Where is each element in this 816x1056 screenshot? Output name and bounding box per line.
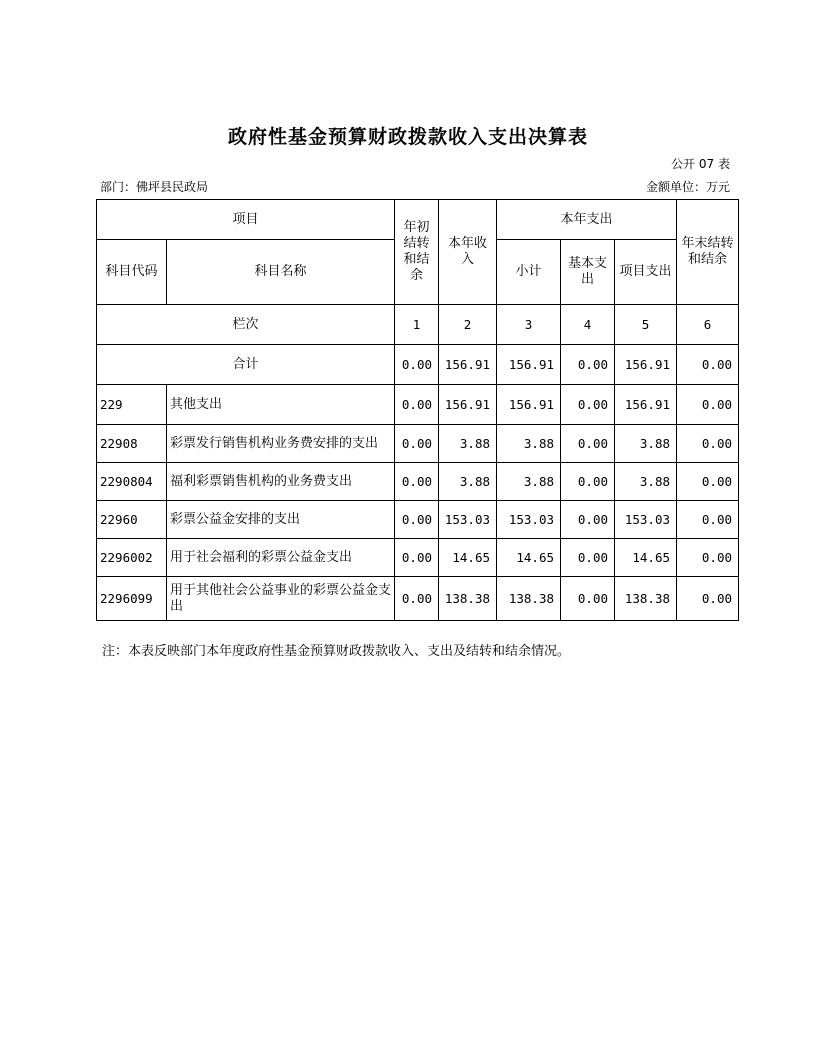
total-label: 合计 [97, 345, 395, 385]
header-subtotal: 小计 [497, 240, 561, 305]
table-row [97, 501, 739, 539]
row-value: 3.88 [615, 463, 677, 501]
row-name: 彩票公益金安排的支出 [167, 501, 395, 539]
row-code: 229 [97, 385, 167, 425]
row-name: 其他支出 [167, 385, 395, 425]
row-value: 0.00 [677, 463, 739, 501]
total-value: 156.91 [615, 345, 677, 385]
row-value: 0.00 [395, 539, 439, 577]
table-row [97, 577, 739, 621]
total-value: 156.91 [439, 345, 497, 385]
page-title: 政府性基金预算财政拨款收入支出决算表 [227, 126, 588, 148]
column-index-cell: 1 [395, 305, 439, 345]
row-name: 用于社会福利的彩票公益金支出 [167, 539, 395, 577]
row-value: 0.00 [561, 385, 615, 425]
table-row [97, 425, 739, 463]
row-value: 3.88 [615, 425, 677, 463]
column-index-cell: 4 [561, 305, 615, 345]
row-value: 138.38 [439, 577, 497, 621]
unit-label: 金额单位：万元 [645, 180, 730, 194]
row-code: 2296002 [97, 539, 167, 577]
row-value: 0.00 [395, 577, 439, 621]
row-value: 14.65 [615, 539, 677, 577]
row-value: 153.03 [497, 501, 561, 539]
row-value: 138.38 [615, 577, 677, 621]
row-value: 0.00 [561, 463, 615, 501]
row-name: 福利彩票销售机构的业务费支出 [167, 463, 395, 501]
row-value: 0.00 [561, 425, 615, 463]
header-name: 科目名称 [167, 240, 395, 305]
total-value: 0.00 [677, 345, 739, 385]
row-value: 0.00 [395, 463, 439, 501]
row-value: 3.88 [497, 463, 561, 501]
header-carry-begin: 年初结转和结余 [395, 200, 439, 305]
row-value: 14.65 [497, 539, 561, 577]
row-value: 156.91 [439, 385, 497, 425]
row-value: 138.38 [497, 577, 561, 621]
column-index-cell: 3 [497, 305, 561, 345]
column-index-cell: 2 [439, 305, 497, 345]
row-code: 2290804 [97, 463, 167, 501]
row-name: 彩票发行销售机构业务费安排的支出 [167, 425, 395, 463]
row-value: 0.00 [677, 501, 739, 539]
fund-budget-table [96, 199, 739, 621]
row-value: 3.88 [497, 425, 561, 463]
row-value: 153.03 [615, 501, 677, 539]
row-value: 156.91 [497, 385, 561, 425]
table-row [97, 385, 739, 425]
row-code: 2296099 [97, 577, 167, 621]
row-value: 0.00 [561, 577, 615, 621]
column-index-cell: 6 [677, 305, 739, 345]
column-index-cell: 5 [615, 305, 677, 345]
row-value: 3.88 [439, 463, 497, 501]
total-value: 0.00 [395, 345, 439, 385]
department-label: 部门：佛坪县民政局 [100, 180, 209, 194]
footnote: 注：本表反映部门本年度政府性基金预算财政拨款收入、支出及结转和结余情况。 [102, 644, 571, 659]
column-index-label: 栏次 [97, 305, 395, 345]
table-row [97, 463, 739, 501]
row-code: 22908 [97, 425, 167, 463]
row-value: 0.00 [677, 385, 739, 425]
header-carry-end: 年末结转和结余 [677, 200, 739, 305]
header-expense: 本年支出 [497, 200, 677, 240]
row-value: 0.00 [561, 539, 615, 577]
header-basic: 基本支出 [561, 240, 615, 305]
row-value: 0.00 [395, 425, 439, 463]
total-value: 0.00 [561, 345, 615, 385]
row-value: 14.65 [439, 539, 497, 577]
row-name: 用于其他社会公益事业的彩票公益金支出 [167, 577, 395, 621]
row-value: 0.00 [395, 385, 439, 425]
row-value: 0.00 [677, 577, 739, 621]
header-project: 项目支出 [615, 240, 677, 305]
row-value: 3.88 [439, 425, 497, 463]
row-value: 0.00 [677, 539, 739, 577]
total-value: 156.91 [497, 345, 561, 385]
header-code: 科目代码 [97, 240, 167, 305]
header-item: 项目 [97, 200, 395, 240]
row-code: 22960 [97, 501, 167, 539]
header-income: 本年收入 [439, 200, 497, 305]
table-row [97, 539, 739, 577]
row-value: 153.03 [439, 501, 497, 539]
table-code: 公开 07 表 [671, 157, 730, 171]
row-value: 0.00 [395, 501, 439, 539]
row-value: 0.00 [561, 501, 615, 539]
row-value: 0.00 [677, 425, 739, 463]
row-value: 156.91 [615, 385, 677, 425]
